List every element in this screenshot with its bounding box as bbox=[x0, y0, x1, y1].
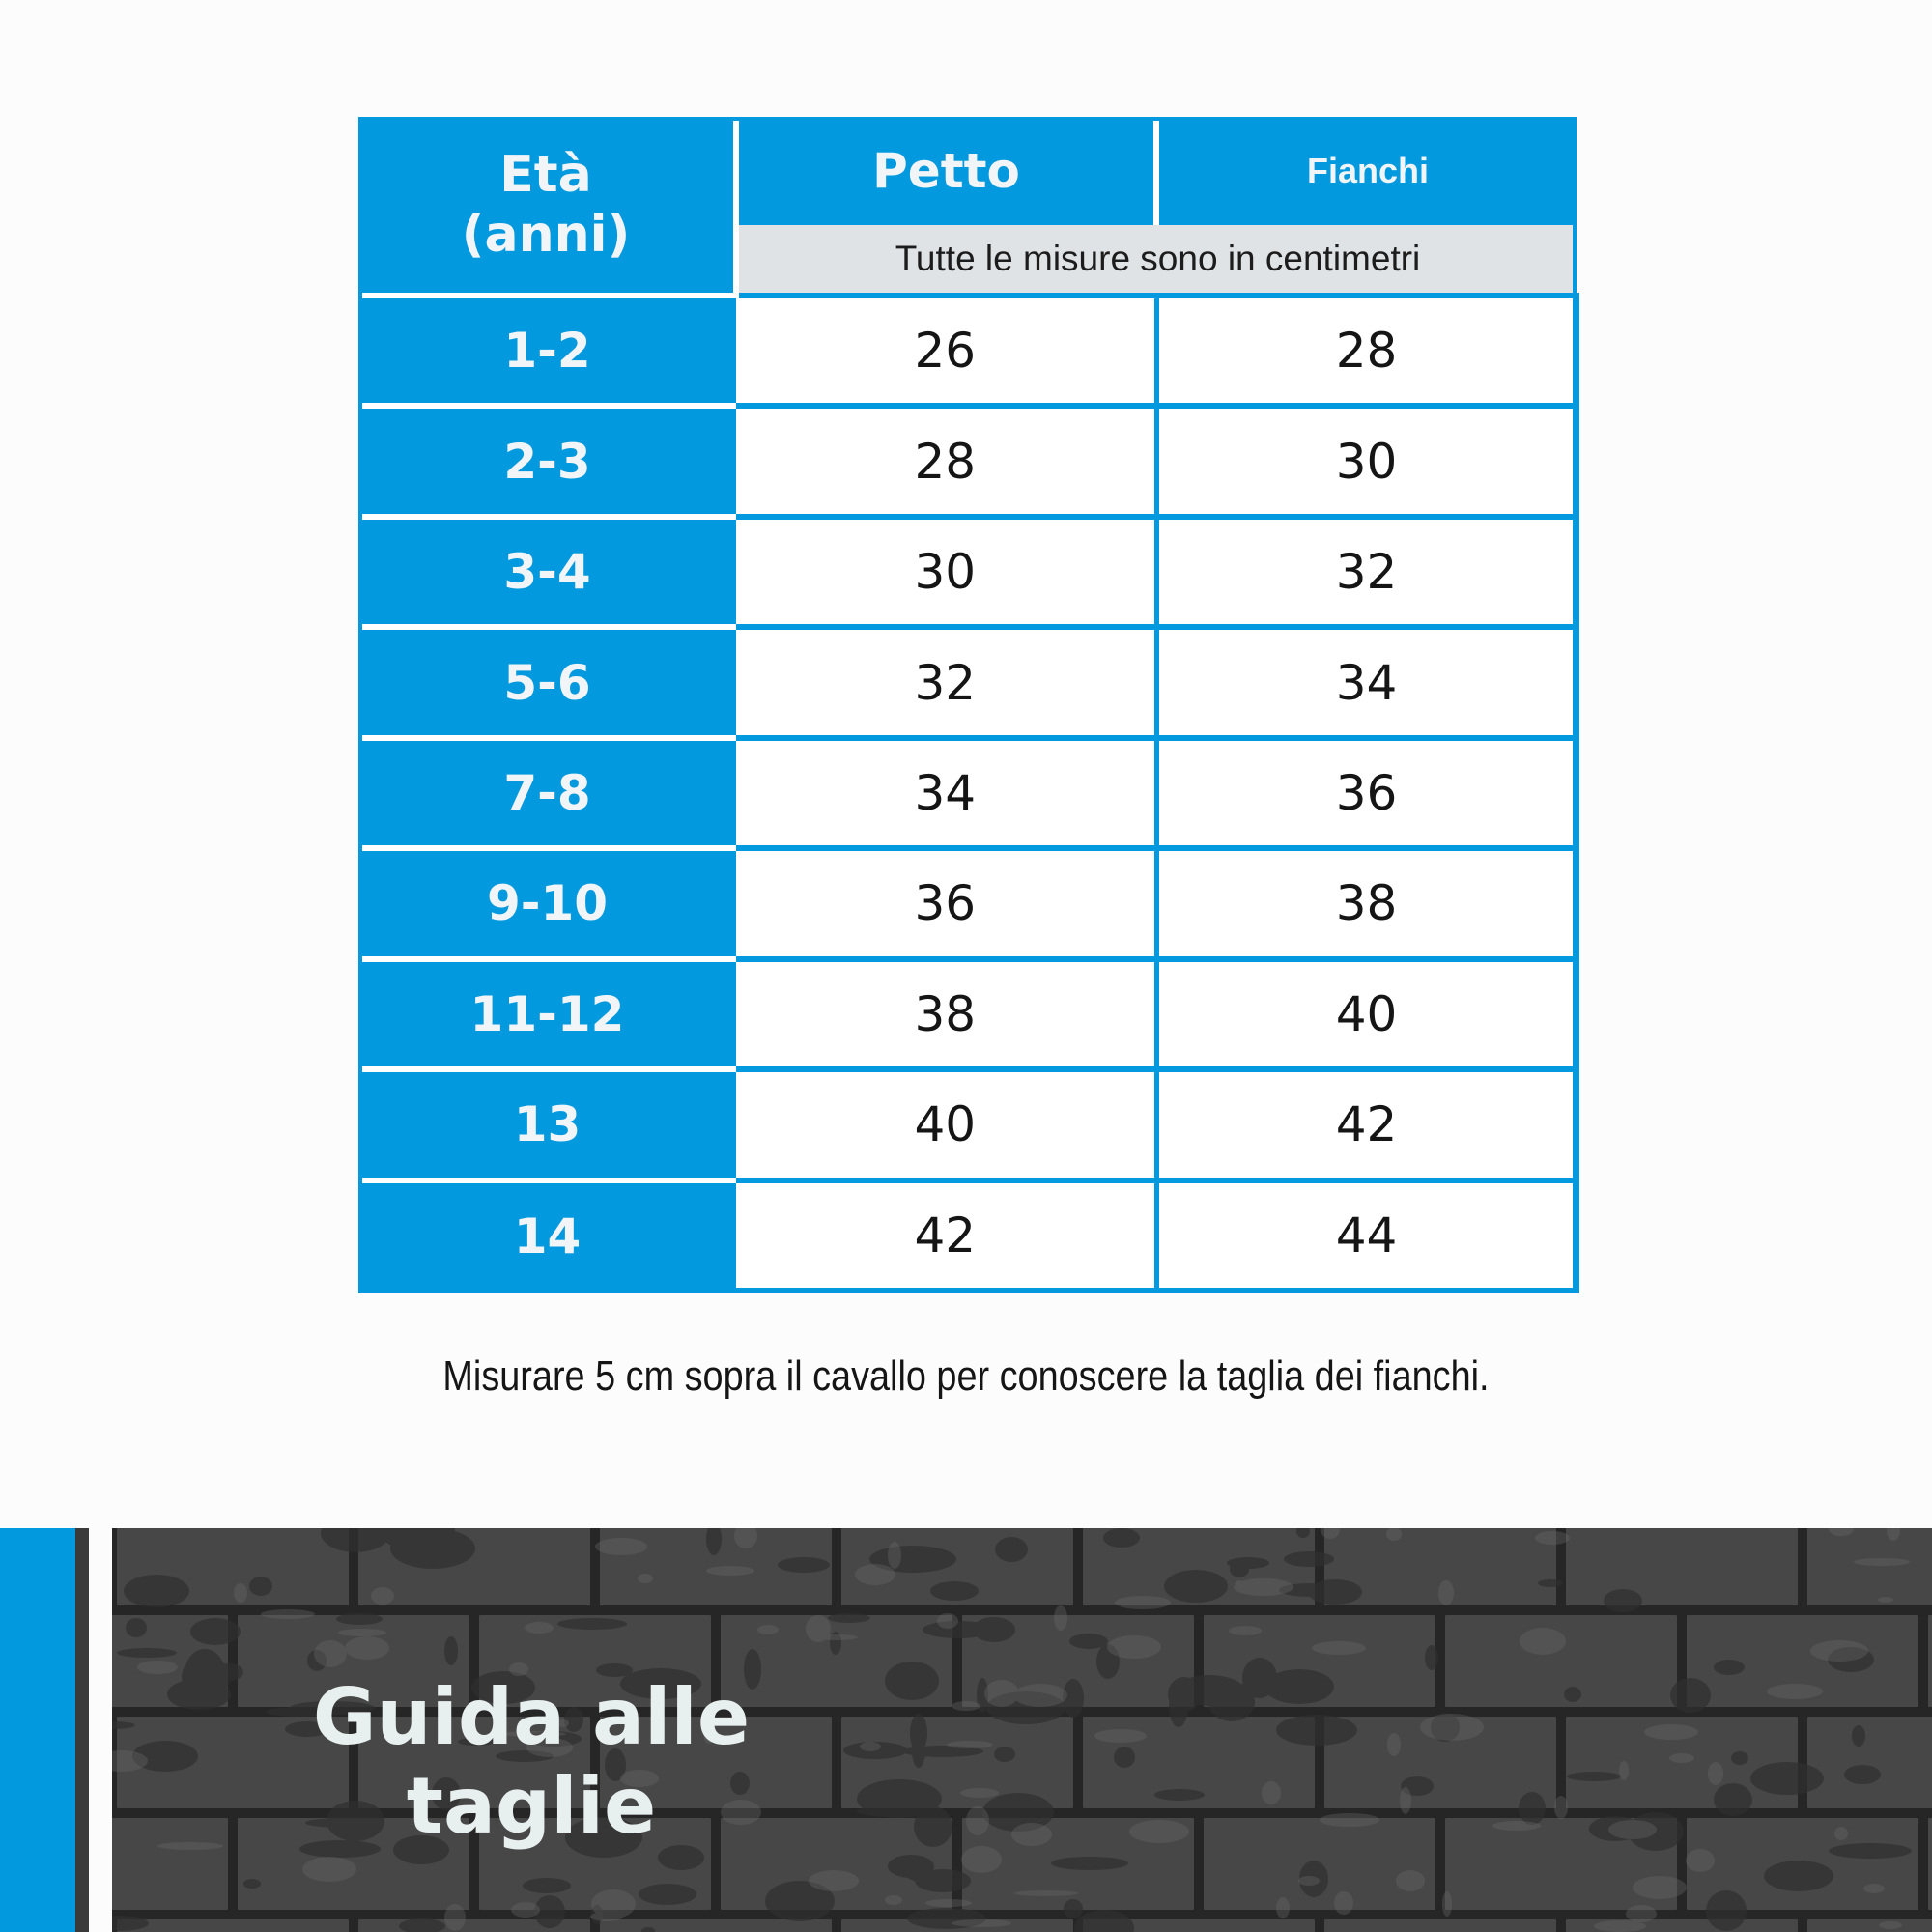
wall-highlight bbox=[1608, 1820, 1657, 1839]
petto-cell: 34 bbox=[736, 738, 1156, 848]
wall-highlight bbox=[1298, 1876, 1320, 1886]
wall-stain bbox=[908, 1871, 954, 1883]
wall-highlight bbox=[1669, 1753, 1694, 1763]
wall-highlight bbox=[937, 1613, 958, 1629]
age-cell: 11-12 bbox=[358, 959, 736, 1069]
wall-highlight bbox=[1626, 1905, 1657, 1922]
wall-stain bbox=[185, 1649, 224, 1691]
size-chart-table bbox=[358, 117, 1579, 1293]
wall-highlight bbox=[1011, 1823, 1052, 1846]
wall-highlight bbox=[1633, 1876, 1687, 1899]
wall-highlight bbox=[371, 1587, 394, 1605]
fianchi-cell: 28 bbox=[1156, 296, 1577, 406]
wall-highlight bbox=[525, 1622, 554, 1634]
wall-stain bbox=[1714, 1783, 1752, 1816]
wall-highlight bbox=[157, 1842, 223, 1850]
wall-highlight bbox=[1334, 1891, 1353, 1915]
wall-highlight bbox=[815, 1634, 858, 1640]
wall-highlight bbox=[1094, 1729, 1147, 1743]
wall-highlight bbox=[1396, 1870, 1425, 1891]
wall-highlight bbox=[1442, 1891, 1452, 1917]
wall-stain bbox=[249, 1577, 272, 1596]
wall-stain bbox=[1852, 1725, 1865, 1747]
header-row bbox=[358, 117, 1577, 225]
petto-header-label: Petto bbox=[872, 143, 1020, 199]
wall-highlight bbox=[1276, 1897, 1290, 1918]
wall-highlight bbox=[511, 1902, 540, 1918]
wall-stain bbox=[995, 1537, 1028, 1562]
wall-highlight bbox=[444, 1904, 466, 1931]
accent-bar bbox=[0, 1528, 75, 1932]
wall-stain bbox=[1604, 1589, 1642, 1612]
wall-stain bbox=[994, 1747, 1015, 1762]
wall-highlight bbox=[638, 1574, 653, 1583]
wall-stain bbox=[828, 1613, 870, 1623]
wall-stain bbox=[1227, 1683, 1304, 1694]
wall-stain bbox=[1064, 1899, 1083, 1918]
wall-highlight bbox=[1054, 1605, 1067, 1631]
wall-stain bbox=[1714, 1660, 1745, 1675]
wall-highlight bbox=[1014, 1890, 1078, 1896]
wall-stain bbox=[117, 1648, 177, 1658]
wall-highlight bbox=[966, 1806, 989, 1835]
age-cell: 14 bbox=[358, 1180, 736, 1292]
wall-highlight bbox=[1554, 1796, 1568, 1819]
table-row bbox=[358, 406, 1577, 516]
measurement-footnote: Misurare 5 cm sopra il cavallo per conoscere la taglia dei fianchi. bbox=[442, 1352, 1490, 1400]
wall-highlight bbox=[1644, 1724, 1698, 1740]
age-column-header bbox=[358, 117, 736, 296]
wall-stain bbox=[1425, 1645, 1438, 1670]
wall-stain bbox=[1731, 1751, 1748, 1765]
wall-stain bbox=[557, 1618, 627, 1630]
wall-highlight bbox=[855, 1564, 895, 1585]
age-cell: 9-10 bbox=[358, 848, 736, 958]
table-row bbox=[358, 848, 1577, 958]
wall-highlight bbox=[1879, 1921, 1902, 1929]
table-row bbox=[358, 1069, 1577, 1179]
wall-highlight bbox=[860, 1742, 881, 1751]
wall-highlight bbox=[706, 1566, 754, 1576]
wall-highlight bbox=[1878, 1597, 1893, 1603]
wall-stain bbox=[885, 1662, 939, 1700]
fianchi-cell: 40 bbox=[1156, 959, 1577, 1069]
age-cell: 2-3 bbox=[358, 406, 736, 516]
wall-highlight bbox=[925, 1899, 972, 1907]
wall-stain bbox=[930, 1581, 979, 1601]
fianchi-cell: 30 bbox=[1156, 406, 1577, 516]
wall-stain bbox=[1750, 1762, 1824, 1795]
wall-stain bbox=[1230, 1560, 1249, 1577]
wall-highlight bbox=[961, 1846, 1002, 1873]
wall-stain bbox=[1706, 1890, 1747, 1931]
wall-highlight bbox=[1320, 1813, 1379, 1827]
age-cell: 5-6 bbox=[358, 627, 736, 737]
age-cell: 3-4 bbox=[358, 517, 736, 627]
wall-stain bbox=[1114, 1747, 1135, 1768]
wall-highlight bbox=[590, 1912, 623, 1921]
fianchi-cell: 36 bbox=[1156, 738, 1577, 848]
table-row bbox=[358, 517, 1577, 627]
wall-stain bbox=[1670, 1678, 1711, 1713]
fianchi-cell: 42 bbox=[1156, 1069, 1577, 1179]
wall-highlight bbox=[1708, 1762, 1723, 1785]
wall-highlight bbox=[1619, 1761, 1629, 1780]
wall-highlight bbox=[888, 1542, 901, 1569]
wall-stain bbox=[639, 1884, 696, 1905]
table-row bbox=[358, 1180, 1577, 1292]
fianchi-header-label: Fianchi bbox=[1306, 151, 1430, 190]
table-row bbox=[358, 296, 1577, 406]
wall-highlight bbox=[947, 1741, 993, 1748]
wall-highlight bbox=[1115, 1596, 1171, 1609]
wall-highlight bbox=[1013, 1684, 1067, 1707]
wall-stain bbox=[923, 1621, 994, 1638]
wall-stain bbox=[523, 1878, 571, 1893]
wall-stain bbox=[1567, 1772, 1621, 1781]
wall-highlight bbox=[1834, 1827, 1848, 1840]
petto-cell: 28 bbox=[736, 406, 1156, 516]
units-note-label: Tutte le misure sono in centimetri bbox=[895, 239, 1421, 278]
wall-stain bbox=[190, 1618, 241, 1645]
wall-stain bbox=[1169, 1685, 1188, 1727]
wall-stain bbox=[1284, 1551, 1334, 1567]
age-cell: 7-8 bbox=[358, 738, 736, 848]
wall-highlight bbox=[952, 1919, 1011, 1927]
wall-stain bbox=[243, 1879, 261, 1889]
wall-highlight bbox=[1438, 1580, 1454, 1605]
petto-column-header bbox=[736, 117, 1156, 225]
fianchi-column-header bbox=[1156, 117, 1577, 225]
wall-highlight bbox=[234, 1583, 247, 1603]
wall-highlight bbox=[1810, 1640, 1868, 1662]
wall-stain bbox=[1829, 1843, 1912, 1859]
wall-highlight bbox=[1492, 1821, 1541, 1831]
wall-stain bbox=[1103, 1528, 1140, 1548]
wall-highlight bbox=[1535, 1531, 1570, 1545]
wall-stain bbox=[1069, 1634, 1108, 1649]
wall-highlight bbox=[960, 1788, 999, 1798]
wall-highlight bbox=[1235, 1580, 1244, 1592]
wall-stain bbox=[1519, 1792, 1546, 1825]
petto-cell: 32 bbox=[736, 627, 1156, 737]
wall-highlight bbox=[1129, 1820, 1189, 1843]
age-cell: 1-2 bbox=[358, 296, 736, 406]
wall-highlight bbox=[1686, 1849, 1715, 1872]
table-row bbox=[358, 627, 1577, 737]
table-row bbox=[358, 959, 1577, 1069]
petto-cell: 30 bbox=[736, 517, 1156, 627]
fianchi-cell: 32 bbox=[1156, 517, 1577, 627]
age-header-label: Età (anni) bbox=[461, 146, 631, 264]
petto-cell: 26 bbox=[736, 296, 1156, 406]
wall-highlight bbox=[1420, 1714, 1484, 1741]
wall-highlight bbox=[1767, 1684, 1823, 1699]
wall-stain bbox=[1764, 1861, 1833, 1891]
wall-stain bbox=[1051, 1857, 1128, 1870]
wall-highlight bbox=[984, 1680, 1019, 1707]
petto-cell: 40 bbox=[736, 1069, 1156, 1179]
divider-gap bbox=[89, 1528, 112, 1932]
wall-stain bbox=[1164, 1570, 1228, 1603]
fianchi-cell: 44 bbox=[1156, 1180, 1577, 1292]
petto-cell: 42 bbox=[736, 1180, 1156, 1292]
fianchi-cell: 34 bbox=[1156, 627, 1577, 737]
wall-stain bbox=[336, 1613, 383, 1625]
wall-highlight bbox=[137, 1661, 178, 1674]
wall-stain bbox=[912, 1733, 925, 1768]
wall-highlight bbox=[1107, 1635, 1161, 1659]
wall-highlight bbox=[1312, 1641, 1366, 1655]
wall-stain bbox=[1276, 1715, 1357, 1746]
wall-stain bbox=[126, 1618, 147, 1637]
wall-highlight bbox=[314, 1640, 347, 1667]
wall-highlight bbox=[1863, 1884, 1885, 1893]
wall-highlight bbox=[809, 1870, 859, 1891]
wall-highlight bbox=[261, 1609, 315, 1619]
wall-highlight bbox=[1400, 1787, 1411, 1814]
wall-stain bbox=[124, 1575, 189, 1607]
wall-highlight bbox=[1262, 1781, 1281, 1804]
wall-highlight bbox=[1387, 1733, 1401, 1756]
petto-cell: 36 bbox=[736, 848, 1156, 958]
wall-highlight bbox=[1520, 1628, 1566, 1655]
wall-highlight bbox=[345, 1636, 389, 1660]
table-row bbox=[358, 738, 1577, 848]
wall-highlight bbox=[338, 1629, 386, 1636]
banner-title: Guida alle taglie bbox=[312, 1672, 751, 1851]
wall-highlight bbox=[595, 1538, 647, 1555]
wall-stain bbox=[444, 1636, 458, 1665]
wall-stain bbox=[1538, 1579, 1563, 1587]
wall-stain bbox=[1844, 1765, 1881, 1784]
age-cell: 13 bbox=[358, 1069, 736, 1179]
petto-cell: 38 bbox=[736, 959, 1156, 1069]
wall-stain bbox=[857, 1805, 928, 1817]
wall-highlight bbox=[1229, 1626, 1262, 1635]
wall-stain bbox=[1154, 1789, 1205, 1801]
wall-highlight bbox=[885, 1895, 902, 1905]
title-banner bbox=[0, 1528, 1932, 1932]
wall-highlight bbox=[1854, 1558, 1910, 1566]
wall-stain bbox=[1564, 1687, 1581, 1702]
wall-highlight bbox=[302, 1857, 356, 1882]
units-note bbox=[736, 225, 1577, 296]
wall-highlight bbox=[952, 1701, 980, 1711]
wall-stain bbox=[778, 1557, 830, 1573]
wall-highlight bbox=[757, 1625, 779, 1634]
fianchi-cell: 38 bbox=[1156, 848, 1577, 958]
divider-strip bbox=[75, 1528, 89, 1932]
